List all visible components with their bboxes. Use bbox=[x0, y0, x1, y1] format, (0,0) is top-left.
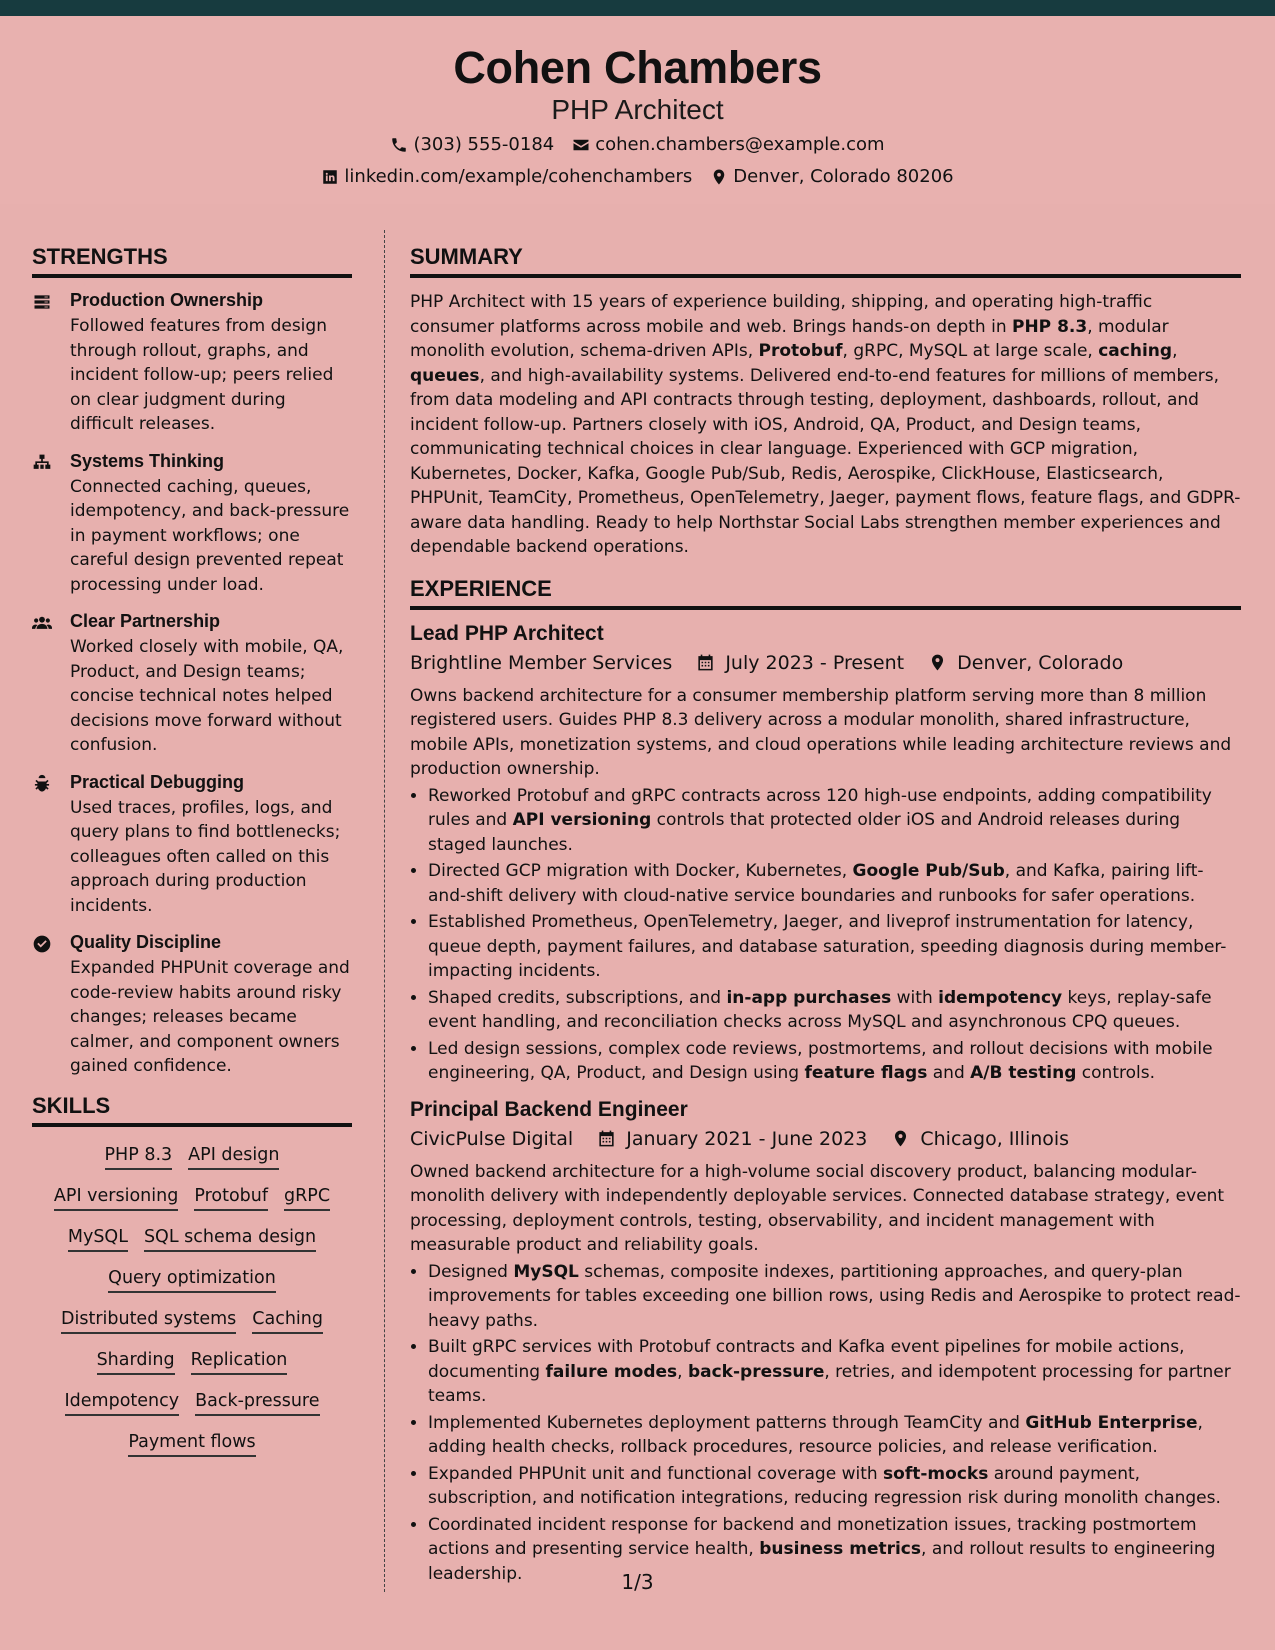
skill-row bbox=[32, 1391, 352, 1416]
left-column bbox=[32, 244, 352, 1473]
location-text: Denver, Colorado 80206 bbox=[733, 166, 954, 187]
skill-row bbox=[32, 1432, 352, 1457]
strength-item bbox=[32, 611, 352, 758]
resume-header bbox=[0, 16, 1275, 204]
strengths-list bbox=[32, 290, 352, 1079]
job-bullet: • Coordinated incident response for backend and monetization issues, tracking postmortem actions and presenting service health, business metrics, and rollout results to engineering leadership. bbox=[428, 1513, 1241, 1587]
phone-icon bbox=[390, 136, 408, 154]
strength-text: Worked closely with mobile, QA, Product, and Design teams; concise technical notes helped decisions move forward without confusion. bbox=[70, 637, 344, 755]
top-accent-bar bbox=[0, 0, 1275, 16]
summary-heading: SUMMARY bbox=[410, 244, 1241, 278]
calendar-icon bbox=[597, 1129, 616, 1148]
calendar-icon bbox=[696, 653, 715, 672]
strength-title: Practical Debugging bbox=[70, 771, 245, 792]
strength-title: Systems Thinking bbox=[70, 450, 225, 471]
job-title: Principal Backend Engineer bbox=[410, 1097, 688, 1121]
contact-row bbox=[0, 134, 1275, 155]
map-marker-icon bbox=[891, 1129, 910, 1148]
map-marker-icon bbox=[928, 653, 947, 672]
job-bullet: • Led design sessions, complex code reviews, postmortems, and rollout decisions with mobile engineering, QA, Product, and Design using feature flags and A/B testing controls. bbox=[428, 1037, 1241, 1086]
job-dates: July 2023 - Present bbox=[725, 651, 905, 674]
strength-text: Followed features from design through rollout, graphs, and incident follow-up; peers relied on clear judgment during difficult releases. bbox=[70, 316, 334, 434]
job-bullet: • Directed GCP migration with Docker, Kubernetes, Google Pub/Sub, and Kafka, pairing lift-and-shift delivery with cloud-native service boundaries and runbooks for safer operations. bbox=[428, 859, 1241, 908]
candidate-name: Cohen Chambers bbox=[453, 42, 822, 93]
job-title: Lead PHP Architect bbox=[410, 621, 604, 645]
skill-tag: Payment flows bbox=[128, 1432, 255, 1457]
skill-tag: Caching bbox=[252, 1309, 323, 1334]
envelope-icon bbox=[572, 136, 590, 154]
skill-tag: MySQL bbox=[68, 1227, 128, 1252]
bug-icon bbox=[32, 774, 52, 794]
server-icon bbox=[32, 292, 52, 312]
skill-row bbox=[32, 1227, 352, 1252]
linkedin-text: linkedin.com/example/cohenchambers bbox=[344, 166, 693, 187]
job-bullet: • Reworked Protobuf and gRPC contracts across 120 high-use endpoints, adding compatibility rules and API versioning controls that protected older iOS and Android releases during staged launches. bbox=[428, 784, 1241, 858]
skill-row bbox=[32, 1268, 352, 1293]
strength-item bbox=[32, 451, 352, 598]
strength-text: Expanded PHPUnit coverage and code-review habits around risky changes; releases became calmer, and component owners gained confidence. bbox=[70, 958, 350, 1076]
linkedin-icon bbox=[321, 168, 339, 186]
strength-text: Connected caching, queues, idempotency, and back-pressure in payment workflows; one careful design prevented repeat processing under load. bbox=[70, 476, 350, 595]
strength-title: Production Ownership bbox=[70, 290, 264, 310]
email-contact[interactable] bbox=[572, 134, 884, 155]
right-column bbox=[410, 244, 1241, 1598]
job-location: Chicago, Illinois bbox=[920, 1127, 1070, 1150]
skill-tag: Query optimization bbox=[108, 1268, 276, 1293]
job-meta bbox=[410, 1128, 1241, 1150]
strength-text: Used traces, profiles, logs, and query plans to find bottlenecks; colleagues often called on this approach during production incidents. bbox=[70, 797, 341, 916]
skill-tag: Sharding bbox=[97, 1350, 175, 1375]
job-description: Owned backend architecture for a high-volume social discovery product, balancing modular-monolith delivery with independently deployable services. Connected database strategy, event processing, deployment controls, testing, observability, and incident management with measurable product and reliability goals. bbox=[410, 1161, 1225, 1255]
job-bullet: • Implemented Kubernetes deployment patterns through TeamCity and GitHub Enterprise, adding health checks, rollback procedures, resource policies, and release verification. bbox=[428, 1411, 1241, 1460]
linkedin-contact[interactable] bbox=[321, 166, 692, 187]
phone-text: (303) 555-0184 bbox=[413, 134, 555, 155]
job-bullets bbox=[410, 1260, 1241, 1587]
users-icon bbox=[32, 613, 52, 633]
job-meta bbox=[410, 652, 1241, 674]
job-bullet: • Designed MySQL schemas, composite indexes, partitioning approaches, and query-plan improvements for tables exceeding one billion rows, using Redis and Aerospike to protect read-heavy paths. bbox=[428, 1260, 1241, 1334]
contact-row-2 bbox=[0, 166, 1275, 187]
skill-row bbox=[32, 1350, 352, 1375]
job-entry bbox=[410, 1098, 1241, 1587]
job-location: Denver, Colorado bbox=[957, 651, 1124, 674]
company-name: Brightline Member Services bbox=[410, 651, 673, 674]
job-bullet: • Built gRPC services with Protobuf contracts and Kafka event pipelines for mobile actions, documenting failure modes, back-pressure, retries, and idempotent processing for partner teams. bbox=[428, 1335, 1241, 1409]
skill-row bbox=[32, 1145, 352, 1170]
strength-item bbox=[32, 772, 352, 919]
skill-tag: Idempotency bbox=[65, 1391, 180, 1416]
job-bullet: • Expanded PHPUnit unit and functional coverage with soft-mocks around payment, subscription, and notification integrations, reducing regression risk during monolith changes. bbox=[428, 1462, 1241, 1511]
company-name: CivicPulse Digital bbox=[410, 1127, 574, 1150]
job-bullets bbox=[410, 784, 1241, 1086]
experience-list bbox=[410, 622, 1241, 1587]
skill-tag: Replication bbox=[191, 1350, 288, 1375]
skill-tag: API versioning bbox=[54, 1186, 178, 1211]
phone-contact[interactable] bbox=[390, 134, 554, 155]
skill-tag: SQL schema design bbox=[144, 1227, 316, 1252]
strengths-heading: STRENGTHS bbox=[32, 244, 352, 278]
map-marker-icon bbox=[710, 168, 728, 186]
skill-tag: PHP 8.3 bbox=[105, 1145, 173, 1170]
strength-item bbox=[32, 932, 352, 1079]
strength-title: Clear Partnership bbox=[70, 611, 221, 631]
skills-list bbox=[32, 1139, 352, 1457]
job-dates: January 2021 - June 2023 bbox=[626, 1127, 868, 1150]
skill-tag: Protobuf bbox=[194, 1186, 268, 1211]
check-circle-icon bbox=[32, 934, 52, 954]
skill-tag: gRPC bbox=[284, 1186, 330, 1211]
skill-row bbox=[32, 1309, 352, 1334]
skill-tag: Distributed systems bbox=[61, 1309, 236, 1334]
candidate-title: PHP Architect bbox=[551, 94, 724, 125]
skill-tag: API design bbox=[188, 1145, 279, 1170]
page-number: 1/3 bbox=[621, 1570, 654, 1594]
skill-tag: Back-pressure bbox=[195, 1391, 319, 1416]
job-bullet: • Shaped credits, subscriptions, and in-app purchases with idempotency keys, replay-safe event handling, and reconciliation checks across MySQL and asynchronous CPQ queues. bbox=[428, 986, 1241, 1035]
strength-title: Quality Discipline bbox=[70, 932, 222, 952]
email-text: cohen.chambers@example.com bbox=[595, 134, 885, 155]
job-entry bbox=[410, 622, 1241, 1086]
experience-heading: EXPERIENCE bbox=[410, 576, 1241, 610]
skill-row bbox=[32, 1186, 352, 1211]
column-divider bbox=[384, 230, 385, 1592]
skills-heading: SKILLS bbox=[32, 1093, 352, 1127]
location-contact bbox=[710, 166, 953, 187]
sitemap-icon bbox=[32, 453, 52, 473]
summary-text: PHP Architect with 15 years of experience building, shipping, and operating high-traffic consumer platforms across mobile and web. Brings hands-on depth in PHP 8.3, modular monolith evolution, schema-driven APIs, Protobuf, gRPC, MySQL at large scale, caching, queues, and high-availability systems. Delivered end-to-end features for millions of members, from data modeling and API contracts through testing, deployment, dashboards, rollout, and incident follow-up. Partners closely with iOS, Android, QA, Product, and Design teams, communicating technical choices in clear language. Experienced with GCP migration, Kubernetes, Docker, Kafka, Google Pub/Sub, Redis, Aerospike, ClickHouse, Elasticsearch, PHPUnit, TeamCity, Prometheus, OpenTelemetry, Jaeger, payment flows, feature flags, and GDPR-aware data handling. Ready to help Northstar Social Labs strengthen member experiences and dependable backend operations. bbox=[410, 292, 1241, 557]
job-bullet: • Established Prometheus, OpenTelemetry, Jaeger, and liveprof instrumentation for latency, queue depth, payment failures, and database saturation, speeding diagnosis during member-impacting incidents. bbox=[428, 910, 1241, 984]
job-description: Owns backend architecture for a consumer membership platform serving more than 8 million registered users. Guides PHP 8.3 delivery across a modular monolith, shared infrastructure, mobile APIs, monetization systems, and cloud operations while leading architecture reviews and production ownership. bbox=[410, 685, 1232, 779]
strength-item bbox=[32, 290, 352, 437]
